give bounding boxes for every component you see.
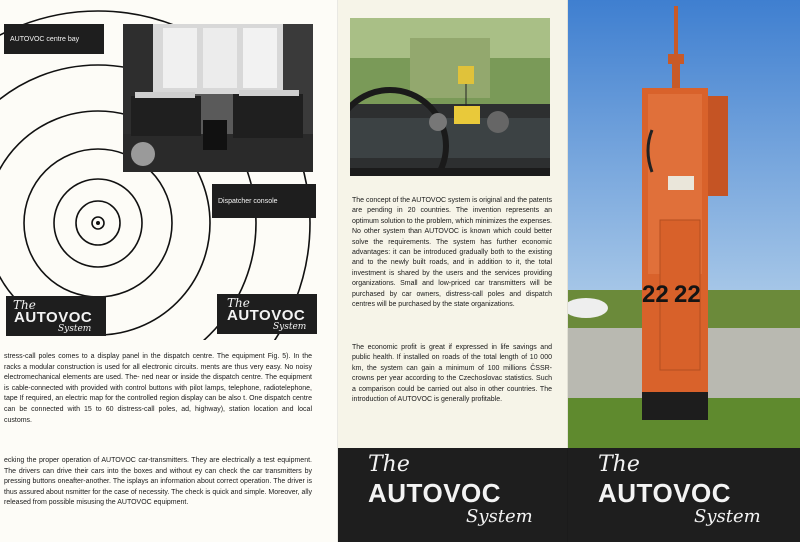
left-panel	[0, 0, 338, 542]
label-centre-bay: AUTOVOC centre bay	[4, 24, 104, 54]
autovoc-logo-right: The AUTOVOC System	[568, 448, 800, 542]
pole-number-left: 22	[642, 281, 669, 308]
left-paragraph-1: stress-call poles comes to a display panel in the dispatch centre. The equipment Fig. 5). In the racks a modular construction is used for all electronic circuits. ments are thus very easy. No noisy electromechanical elements are used. The- ned near or inside the dispatch centre. The equipment is cable-connected with provided with control buttons with pilot lamps, telephone, radiotelephone, tape If required, an electric map for the controlled region display can be also t. One dispatch centre can be connected with 15 to 60 distress-call poles, ad, highway), station location and local customs.	[4, 353, 312, 424]
autovoc-logo-middle: The AUTOVOC System	[338, 448, 568, 542]
left-paragraph-2: ecking the proper operation of AUTOVOC car-transmitters. They are electrically a test equipment. The drivers can drive their cars into the boxes and without ey can check the car transmitters by pressing buttons oneafter-another. The isplays an information about correct operation. The driver is thus assured about nsmitter for the case of necessity. The check is quick and simple. Moreover, ally released from possible misusing the AUTOVOC equipment.	[4, 457, 312, 507]
centre-bay-photo	[123, 24, 313, 172]
pole-number-right: 22	[674, 281, 701, 308]
autovoc-logo-small-right: The AUTOVOC System	[217, 294, 317, 334]
car-dashboard-photo	[350, 18, 550, 176]
middle-panel	[338, 0, 568, 542]
label-dispatcher-console: Dispatcher console	[212, 184, 316, 218]
right-panel	[568, 0, 800, 542]
middle-paragraph-1: The concept of the AUTOVOC system is original and the patents are pending in 20 countries. The invention represents an optimum solution to the problem, which minimizes the expenses. No other system than AUTOVOC is known which could better solve the requirements. The system has further economic advantages: it can be introduced gradually both to the existing and to the newly built roads, and in addition to it, the total investment is shared by the users and the services providing organizations. Small and low-priced car transmitters will be purchased by car owners, distress-call poles and dispatch centres will be purchased by the state organizations.	[352, 197, 552, 309]
distress-pole-photo	[568, 0, 800, 448]
autovoc-logo-small-left: The AUTOVOC System	[6, 296, 106, 336]
middle-paragraph-2: The economic profit is great if expressed in life savings and public health. If installed on roads of the total length of 10 000 km, the system can gain a minimum of 100 millions ČSSR-crowns per year according to the Czechoslovac statistics. Such a comparison could be carried out also in other countries. The introduction of AUTOVOC is generally profitable.	[352, 344, 552, 404]
